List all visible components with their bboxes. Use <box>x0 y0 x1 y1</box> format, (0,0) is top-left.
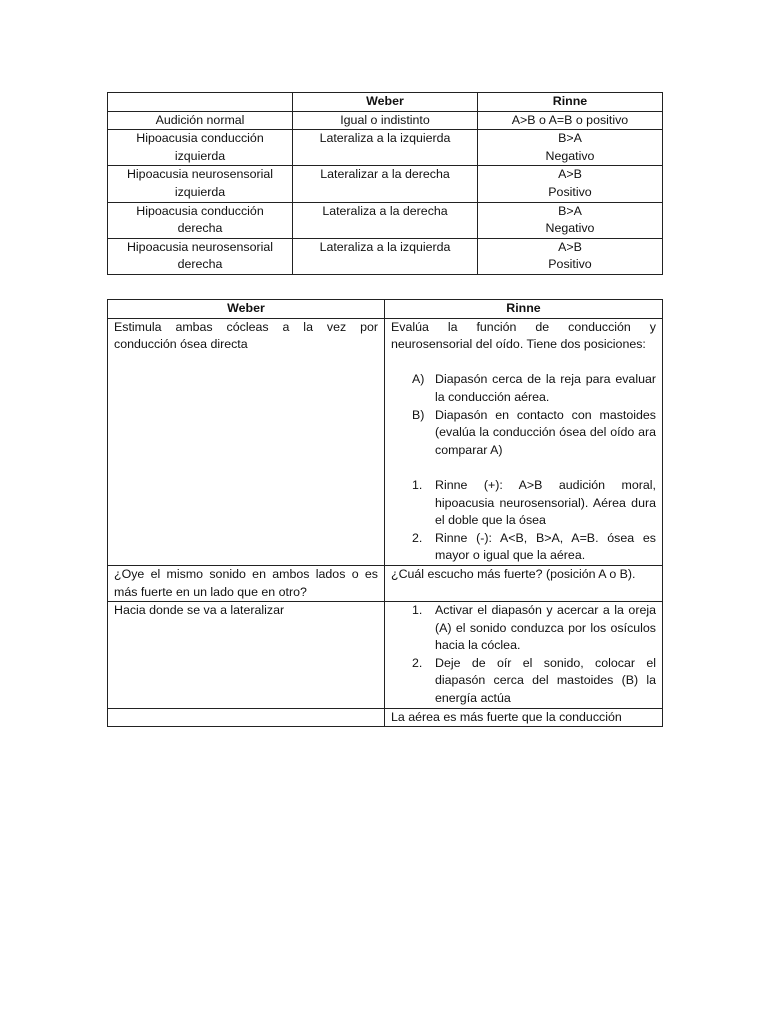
table-row <box>108 111 663 130</box>
list-item <box>391 602 656 655</box>
weber-cell: Igual o indistinto <box>293 111 478 130</box>
list-text: Diapasón en contacto con mastoides (evalúa la conducción ósea del oído ara comparar A) <box>435 407 656 457</box>
list-text: Deje de oír el sonido, colocar el diapasón cerca del mastoides (B) la energía actúa <box>435 655 656 706</box>
list-text: Rinne (-): A<B, B>A, A=B. ósea es mayor o igual que la aérea. <box>435 530 656 563</box>
table-row <box>108 708 663 727</box>
list-text: Diapasón cerca de la reja para evaluar la conducción aérea. <box>435 372 656 404</box>
rinne-intro: Evalúa la función de conducción y neurosensorial del oído. Tiene dos posiciones: <box>391 319 656 352</box>
rinne-cell <box>478 238 663 274</box>
rinne-sign: Negativo <box>545 148 595 163</box>
list-marker: A) <box>412 372 425 387</box>
weber-cell: Lateraliza a la izquierda <box>293 238 478 274</box>
rinne-cell <box>478 202 663 238</box>
list-text: Rinne (+): A>B audición moral, hipoacusia neurosensorial). Aérea dura el doble que la ósea <box>435 477 656 528</box>
rinne-sign: Positivo <box>548 184 592 199</box>
row-label: Hipoacusia conducción izquierda <box>108 130 293 166</box>
results-list <box>391 477 656 565</box>
row-label: Audición normal <box>108 111 293 130</box>
steps-list <box>391 602 656 708</box>
header-rinne: Rinne <box>478 93 663 112</box>
weber-empty-cell <box>108 708 385 727</box>
table-row <box>108 130 663 166</box>
list-marker: 2. <box>412 655 423 670</box>
table-row <box>108 238 663 274</box>
table-row <box>108 565 663 601</box>
row-label: Hipoacusia neurosensorial izquierda <box>108 166 293 202</box>
list-text: Activar el diapasón y acercar a la oreja (A) el sonido conduzca por los osículos hacia la cóclea. <box>435 603 656 653</box>
rinne-value: A>B o A=B o positivo <box>511 112 629 127</box>
list-marker: 2. <box>412 530 423 545</box>
rinne-sign: Positivo <box>548 257 592 272</box>
rinne-cell <box>478 166 663 202</box>
procedure-table <box>107 299 663 727</box>
list-item <box>391 371 656 406</box>
weber-lateralization: Hacia donde se va a lateralizar <box>108 602 385 709</box>
table-header-row <box>108 93 663 112</box>
rinne-cell <box>478 130 663 166</box>
weber-question: ¿Oye el mismo sonido en ambos lados o es más fuerte en un lado que en otro? <box>108 565 385 601</box>
rinne-question: ¿Cuál escucho más fuerte? (posición A o B). <box>385 565 663 601</box>
list-marker: B) <box>412 407 425 422</box>
header-weber: Weber <box>293 93 478 112</box>
row-label: Hipoacusia conducción derecha <box>108 202 293 238</box>
table-row <box>108 602 663 709</box>
weber-cell: Lateralizar a la derecha <box>293 166 478 202</box>
comparison-table <box>107 92 663 275</box>
list-marker: 1. <box>412 477 423 492</box>
list-marker: 1. <box>412 603 423 618</box>
rinne-steps-cell <box>385 602 663 709</box>
weber-description: Estimula ambas cócleas a la vez por conducción ósea directa <box>108 318 385 565</box>
rinne-conclusion: La aérea es más fuerte que la conducción <box>385 708 663 727</box>
weber-cell: Lateraliza a la izquierda <box>293 130 478 166</box>
rinne-description-cell <box>385 318 663 565</box>
table-row <box>108 318 663 565</box>
header-empty <box>108 93 293 112</box>
rinne-cell <box>478 111 663 130</box>
header-rinne: Rinne <box>385 300 663 319</box>
rinne-sign: Negativo <box>545 221 595 236</box>
row-label: Hipoacusia neurosensorial derecha <box>108 238 293 274</box>
positions-list <box>391 371 656 459</box>
list-item <box>391 530 656 565</box>
table-row <box>108 202 663 238</box>
rinne-value: A>B <box>558 239 582 254</box>
table-header-row <box>108 300 663 319</box>
list-item <box>391 407 656 460</box>
list-item <box>391 655 656 708</box>
weber-cell: Lateraliza a la derecha <box>293 202 478 238</box>
header-weber: Weber <box>108 300 385 319</box>
rinne-value: A>B <box>558 167 582 182</box>
rinne-value: B>A <box>558 131 582 146</box>
table-row <box>108 166 663 202</box>
list-item <box>391 477 656 530</box>
rinne-value: B>A <box>558 203 582 218</box>
